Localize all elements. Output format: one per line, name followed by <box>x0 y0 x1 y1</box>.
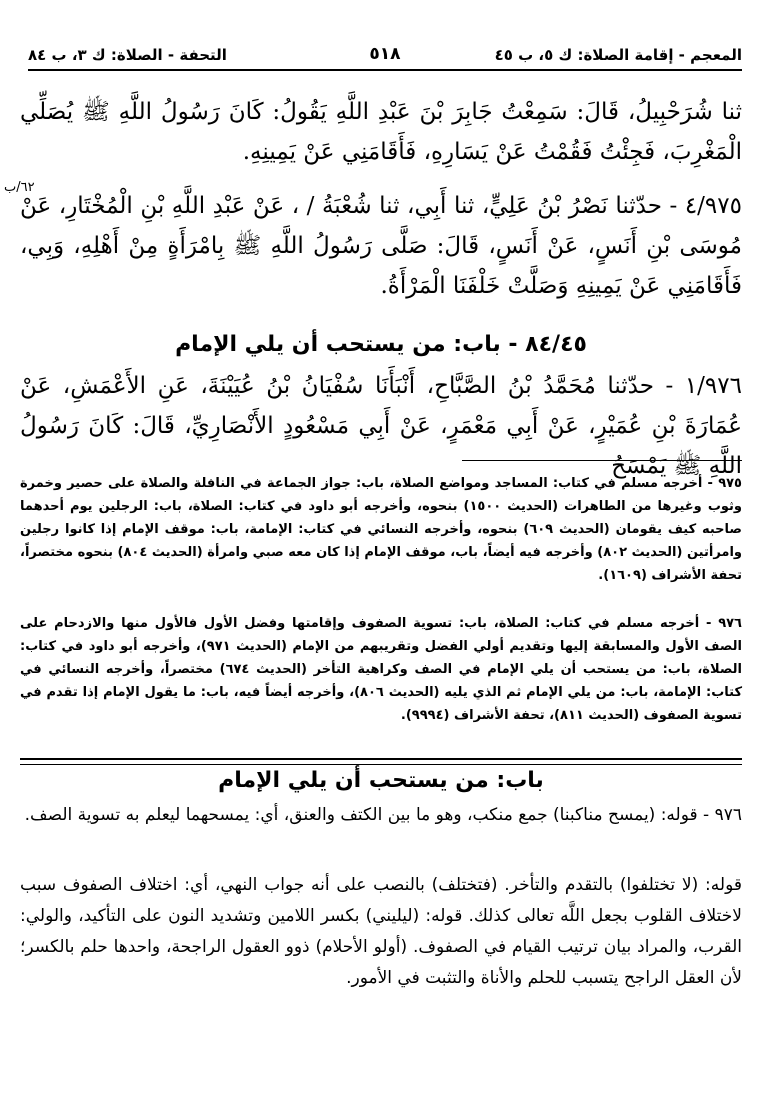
commentary-separator <box>20 758 742 765</box>
header-rule <box>28 69 742 71</box>
hadith-text-continuation: ثنا شُرَحْبِيلُ، قَالَ: سَمِعْتُ جَابِرَ بْنَ عَبْدِ اللَّهِ يَقُولُ: كَانَ رَسُولُ اللَّهِ ﷺ يُصَلِّي الْمَغْرِبَ، فَجِئْتُ فَقُمْتُ عَنْ يَسَارِهِ، فَأَقَامَنِي عَنْ يَمِينِهِ. <box>20 99 742 165</box>
chapter-title: ٨٤/٤٥ - باب: من يستحب أن يلي الإمام <box>175 332 587 357</box>
hadith-976: ١/٩٧٦ - حدّثنا مُحَمَّدُ بْنُ الصَّبَّاحِ، أَنْبَأَنَا سُفْيَانُ بْنُ عُيَيْنَةَ، عَنِ الأَعْمَشِ، عَنْ عُمَارَةَ بْنِ عُمَيْرٍ، عَنْ أَبِي مَعْمَرٍ، عَنْ أَبِي مَسْعُودٍ الأَنْصَارِيِّ، قَالَ: كَانَ رَسُولُ اللَّهِ ﷺ يَمْسَحُ <box>20 373 742 479</box>
header-right-reference: المعجم - إقامة الصلاة: ك ٥، ب ٤٥ <box>494 46 742 64</box>
commentary-title: باب: من يستحب أن يلي الإمام <box>218 768 544 793</box>
header-left-reference: التحفة - الصلاة: ك ٣، ب ٨٤ <box>28 46 227 64</box>
commentary-paragraph-1: ٩٧٦ - قوله: (يمسح مناكبنا) جمع منكب، وهو ما بين الكتف والعنق، أي: يمسحهما ليعلم به تسوية الصف. <box>24 805 742 825</box>
manuscript-margin-note: ٦٢/ب <box>4 180 35 195</box>
page-header <box>28 42 742 70</box>
hadith-975: ٤/٩٧٥ - حدّثنا نَصْرُ بْنُ عَلِيٍّ، ثنا أَبِي، ثنا شُعْبَةُ / ، عَنْ عَبْدِ اللَّهِ بْنِ الْمُخْتَارِ، عَنْ مُوسَى بْنِ أَنَسٍ، عَنْ أَنَسٍ، قَالَ: صَلَّى رَسُولُ اللَّهِ ﷺ بِامْرَأَةٍ مِنْ أَهْلِهِ، وَبِي، فَأَقَامَنِي عَنْ يَمِينِهِ وَصَلَّتْ خَلْفَنَا الْمَرْأَةُ. <box>20 193 742 299</box>
commentary-paragraph-2: قوله: (لا تختلفوا) بالتقدم والتأخر. (فتختلف) بالنصب على أنه جواب النهي، أي: اختلاف الصفوف سبب لاختلاف القلوب بجعل اللَّه تعالى كذلك. قوله: (ليليني) بكسر اللامين وتشديد النون على التأكيد، والولي: القرب، والمراد بيان ترتيب القيام في الصفوف. (أولو الأحلام) ذوو العقول الراجحة، واحدها حلم بالكسر؛ لأن العقل الراجح يتسبب للحلم والأناة والتثبت في الأمور. <box>20 875 742 988</box>
footnote-976: ٩٧٦ - أخرجه مسلم في كتاب: الصلاة، باب: تسوية الصفوف وإقامتها وفضل الأول فالأول منها والازدحام على الصف الأول والمسابقة إليها وتقديم أولي الفضل وتقريبهم من الإمام (الحديث ٩٧١)، وأخرجه أبو داود في كتاب: الصلاة، باب: من يستحب أن يلي الإمام في الصف وكراهية التأخر (الحديث ٦٧٤) مختصراً، وأخرجه النسائي في كتاب: الإمامة، باب: من يلي الإمام ثم الذي يليه (الحديث ٨٠٦)، وأخرجه أيضاً فيه، باب: ما يقول الإمام إذا تقدم في تسوية الصفوف (الحديث ٨١١)، تحفة الأشراف (٩٩٩٤). <box>20 616 743 723</box>
footnote-separator <box>462 460 742 461</box>
footnote-975: ٩٧٥ - أخرجه مسلم في كتاب: المساجد ومواضع الصلاة، باب: جواز الجماعة في النافلة والصلاة على حصير وخمرة وثوب وغيرها من الطاهرات (الحديث ١٥٠٠) بنحوه، وأخرجه أبو داود في كتاب: الصلاة، باب: الرجلين يوم أحدهما صاحبه كيف يقومان (الحديث ٦٠٩) بنحوه، وأخرجه النسائي في كتاب: الإمامة، باب: موقف الإمام إذا كانوا رجلين وامرأتين (الحديث ٨٠٢) وأخرجه فيه أيضاً، باب، موقف الإمام إذا كان معه صبي وامرأة (الحديث ٨٠٤) بنحوه مختصراً، تحفة الأشراف (١٦٠٩). <box>20 476 742 583</box>
page-number: ٥١٨ <box>369 44 401 64</box>
